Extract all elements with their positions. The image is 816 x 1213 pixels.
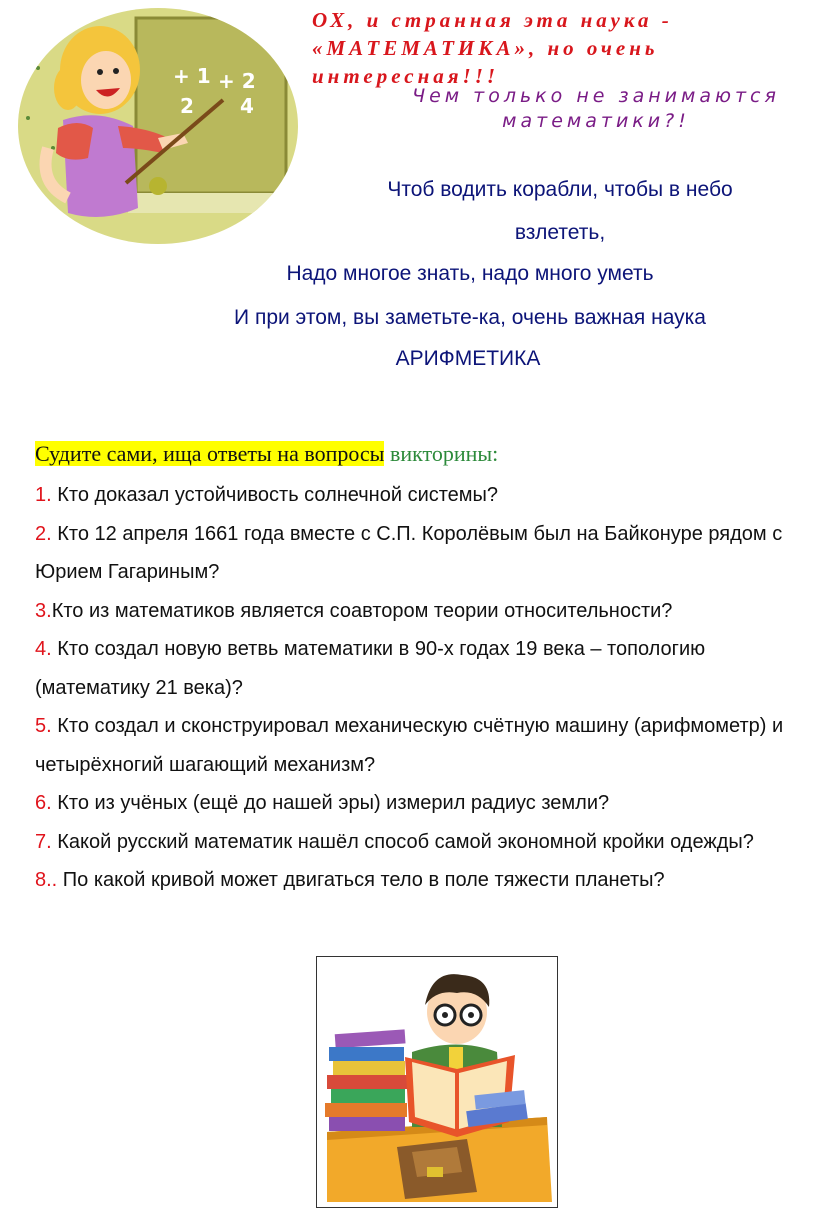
book-stack: [325, 1029, 407, 1131]
question-number: 2.: [35, 522, 52, 545]
quiz-questions: [35, 476, 805, 900]
subtitle: [380, 84, 812, 134]
question-text: Кто из учёных (ещё до нашей эры) измерил радиус земли?: [51, 792, 610, 814]
poem-line: И при этом, вы заметьте-ка, очень важная наука: [234, 306, 706, 329]
question-item: [35, 515, 805, 592]
question-text: Кто создал новую ветвь математики в 90-х годах 19 века – топологию (математику 21 века)?: [35, 638, 706, 699]
question-text: Кто 12 апреля 1661 года вместе с С.П. Королёвым был на Байконуре рядом с Юрием Гагариным?: [35, 522, 783, 583]
intro-green: викторины:: [389, 441, 499, 466]
student-with-books-illustration: [317, 957, 557, 1207]
question-number: 6.: [35, 792, 52, 814]
poem-line: Надо многое знать, надо много уметь: [286, 262, 654, 285]
quiz-intro: [35, 441, 498, 467]
question-number: 4.: [35, 638, 52, 660]
poem-line: взлететь,: [514, 221, 606, 244]
question-number: 7.: [35, 830, 52, 853]
question-text: Кто создал и сконструировал механическую счётную машину (арифмометр) и четырёхногий шагающий механизм?: [35, 715, 784, 776]
question-number: 8..: [35, 869, 58, 891]
question-text: Кто доказал устойчивость солнечной системы?: [51, 484, 499, 506]
svg-text:+ 2: + 2: [218, 69, 256, 93]
question-item: [35, 861, 805, 900]
title-line-1: ОХ, и странная эта наука -: [312, 8, 673, 32]
title-line-3: интересная!!!: [312, 64, 500, 88]
question-text: По какой кривой может двигаться тело в поле тяжести планеты?: [57, 869, 665, 891]
svg-text:2: 2: [180, 94, 194, 118]
title: [312, 6, 812, 90]
question-item: [35, 707, 805, 784]
question-number: 5.: [35, 715, 52, 737]
subtitle-line-1: Чем только не занимаются: [412, 85, 780, 107]
svg-text:+ 1: + 1: [173, 64, 211, 88]
student-illustration-frame: [316, 956, 558, 1208]
title-line-2: «МАТЕМАТИКА», но очень: [312, 36, 659, 60]
question-number: 1.: [35, 484, 52, 506]
intro-highlight: Судите сами, ища ответы на вопросы: [35, 441, 385, 466]
question-number: 3.: [35, 599, 52, 622]
question-item: [35, 592, 805, 631]
question-item: [35, 823, 805, 862]
teacher-illustration: [8, 8, 298, 248]
chalkboard: [136, 18, 286, 193]
poem-line: АРИФМЕТИКА: [395, 347, 541, 370]
question-item: [35, 476, 805, 515]
poem-line: Чтоб водить корабли, чтобы в небо: [387, 178, 733, 201]
question-text: Кто из математиков является соавтором теории относительности?: [51, 599, 673, 622]
subtitle-line-2: математики?!: [502, 110, 690, 132]
svg-text:4: 4: [240, 94, 254, 118]
question-item: [35, 784, 805, 823]
apple-icon: [149, 177, 167, 195]
question-item: [35, 630, 805, 707]
question-text: Какой русский математик нашёл способ самой экономной кройки одежды?: [51, 830, 754, 853]
